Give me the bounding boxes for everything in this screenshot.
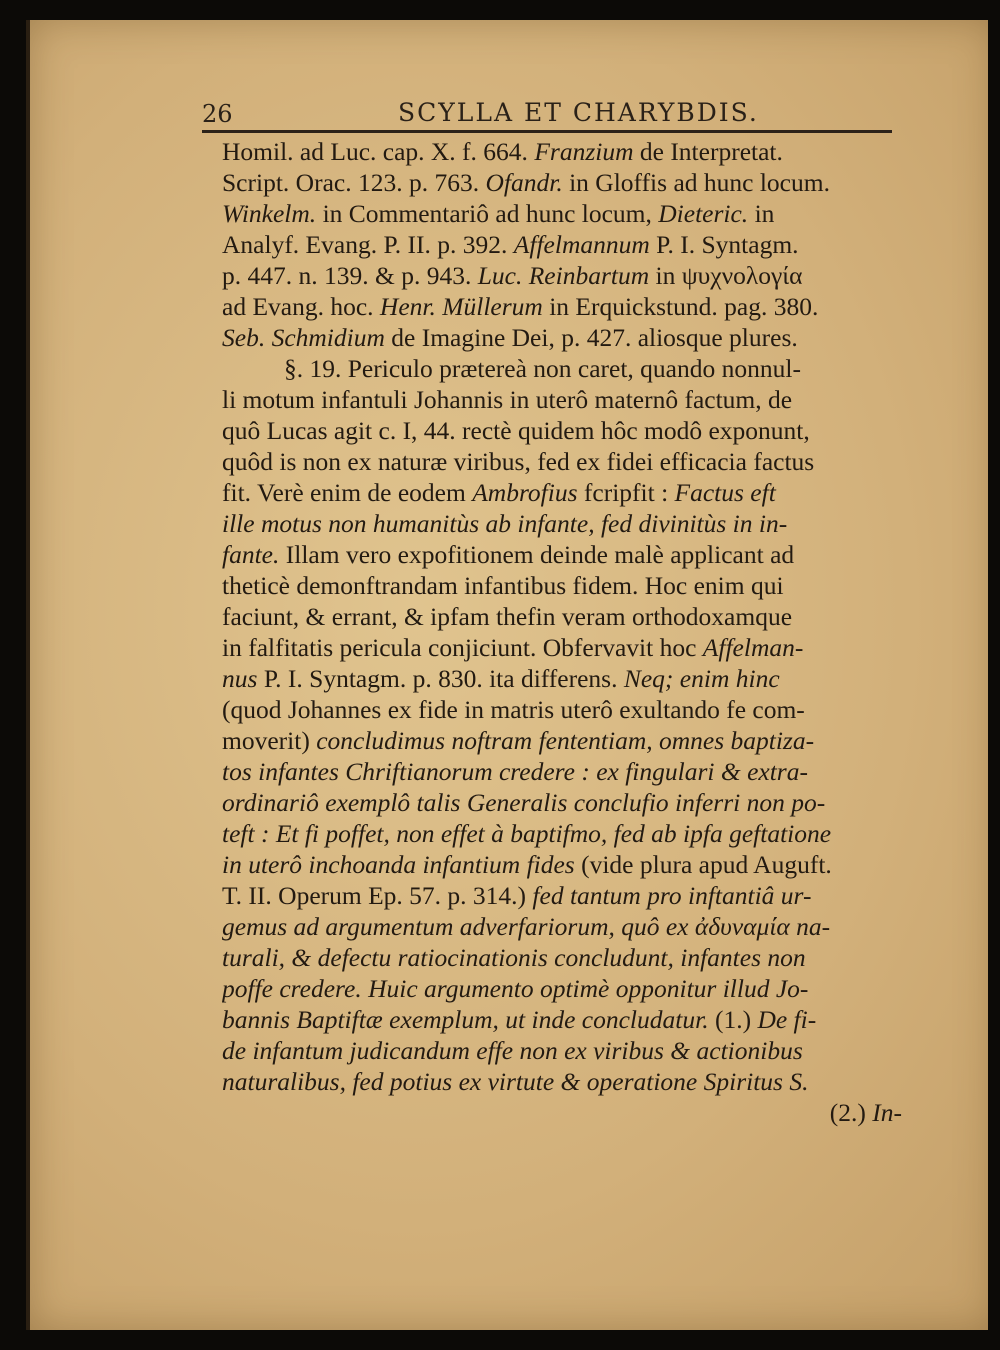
roman-text: ad Evang. hoc. (222, 292, 380, 321)
italic-text: Winkelm. (222, 199, 317, 228)
roman-text: (vide plura apud Auguft. (574, 850, 832, 879)
roman-text: Analyf. Evang. P. II. p. 392. (222, 230, 514, 259)
roman-text: §. 19. Periculo prætereà non caret, quando nonnul- (284, 354, 801, 383)
text-line (222, 508, 912, 539)
roman-text: in Gloffis ad hunc locum. (562, 168, 830, 197)
roman-text: in falfitatis pericula conjiciunt. Obfervavit hoc (222, 633, 703, 662)
body-text (222, 136, 912, 1128)
roman-text: T. II. Operum Ep. 57. p. 314.) (222, 881, 533, 910)
roman-text: P. I. Syntagm. (649, 230, 799, 259)
roman-text: p. 447. n. 139. & p. 943. (222, 261, 478, 290)
roman-text: Homil. ad Luc. cap. X. f. 664. (222, 137, 535, 166)
text-line (222, 942, 912, 973)
italic-text: Factus eft (674, 478, 776, 507)
roman-text: (2.) (829, 1098, 873, 1127)
italic-text: Affelmannum (513, 230, 650, 259)
roman-text: Illam vero expofitionem deinde malè applicant ad (279, 540, 795, 569)
roman-text: quôd is non ex naturæ viribus, fed ex fidei efficacia factus (222, 447, 815, 476)
text-line (222, 1097, 912, 1128)
page-number: 26 (202, 100, 233, 128)
roman-text: in (748, 199, 775, 228)
italic-text: de infantum judicandum effe non ex viribus & actionibus (222, 1036, 803, 1065)
roman-text: in Commentariô ad hunc locum, (316, 199, 659, 228)
italic-text: nus (222, 664, 258, 693)
italic-text: Franzium (534, 137, 634, 166)
italic-text: Affelman- (702, 633, 804, 662)
text-line (222, 477, 912, 508)
roman-text: li motum infantuli Johannis in uterô maternô factum, de (222, 385, 793, 414)
text-line (222, 167, 912, 198)
text-line (222, 663, 912, 694)
italic-text: ille motus non humanitùs ab infante, fed divinitùs in in- (222, 509, 788, 538)
text-line (222, 756, 912, 787)
italic-text: De fi- (757, 1005, 817, 1034)
text-line (222, 725, 912, 756)
roman-text: de Interpretat. (633, 137, 783, 166)
roman-text: P. I. Syntagm. p. 830. ita differens. (257, 664, 624, 693)
roman-text: in Erquickstund. pag. 380. (542, 292, 819, 321)
italic-text: bannis Baptiftæ exemplum, ut inde concludatur. (222, 1005, 709, 1034)
text-line (222, 384, 912, 415)
text-line (222, 787, 912, 818)
text-line (222, 570, 912, 601)
text-line (222, 973, 912, 1004)
text-line (222, 1035, 912, 1066)
italic-text: concludimus noftram fententiam, omnes baptiza- (316, 726, 815, 755)
italic-text: Luc. Reinbartum (477, 261, 650, 290)
text-line (222, 632, 912, 663)
page-edge-shadow (988, 20, 996, 1330)
italic-text: ordinariô exemplô talis Generalis conclufio inferri non po- (222, 788, 826, 817)
text-line (222, 229, 912, 260)
text-line (222, 260, 912, 291)
italic-text: gemus ad argumentum adverfariorum, quô ex ἀδυναμία na- (222, 912, 831, 941)
italic-text: In- (872, 1098, 902, 1127)
roman-text: moverit) (222, 726, 317, 755)
italic-text: Seb. Schmidium (222, 323, 385, 352)
italic-text: fed tantum pro inftantiâ ur- (532, 881, 812, 910)
italic-text: in uterô inchoanda infantium fides (222, 850, 575, 879)
roman-text: Script. Orac. 123. p. 763. (222, 168, 486, 197)
text-line (222, 911, 912, 942)
text-line (222, 353, 912, 384)
header-rule (202, 130, 892, 133)
italic-text: Henr. Müllerum (379, 292, 543, 321)
roman-text: (quod Johannes ex fide in matris uterô exultando fe com- (222, 695, 805, 724)
text-line (222, 291, 912, 322)
text-line (222, 880, 912, 911)
italic-text: Ofandr. (485, 168, 563, 197)
italic-text: fante. (222, 540, 280, 569)
text-line (222, 601, 912, 632)
text-line (222, 818, 912, 849)
page-header (202, 90, 902, 132)
roman-text: in ψυχνολογία (649, 261, 803, 290)
text-line (222, 136, 912, 167)
text-line (222, 446, 912, 477)
italic-text: teft : Et fi poffet, non effet à baptifmo, fed ab ipfa geftatione (222, 819, 832, 848)
text-line (222, 322, 912, 353)
running-head: SCYLLA ET CHARYBDIS. (398, 98, 759, 127)
roman-text: fit. Verè enim de eodem (222, 478, 473, 507)
italic-text: poffe credere. Huic argumento optimè opponitur illud Jo- (222, 974, 809, 1003)
text-line (222, 1004, 912, 1035)
text-line (222, 694, 912, 725)
italic-text: turali, & defectu ratiocinationis concludunt, infantes non (222, 943, 806, 972)
roman-text: fcripfit : (577, 478, 675, 507)
italic-text: Dieteric. (658, 199, 749, 228)
text-line (222, 415, 912, 446)
text-line (222, 1066, 912, 1097)
italic-text: Ambrofius (472, 478, 578, 507)
italic-text: naturalibus, fed potius ex virtute & operatione Spiritus S. (222, 1067, 809, 1096)
italic-text: tos infantes Chriftianorum credere : ex fingulari & extra- (222, 757, 808, 786)
roman-text: de Imagine Dei, p. 427. aliosque plures. (384, 323, 798, 352)
italic-text: Neq; enim hinc (623, 664, 780, 693)
roman-text: quô Lucas agit c. I, 44. rectè quidem hôc modô exponunt, (222, 416, 810, 445)
roman-text: (1.) (708, 1005, 758, 1034)
text-line (222, 539, 912, 570)
roman-text: faciunt, & errant, & ipfam thefin veram orthodoxamque (222, 602, 793, 631)
text-line (222, 198, 912, 229)
roman-text: theticè demonftrandam infantibus fidem. Hoc enim qui (222, 571, 784, 600)
text-line (222, 849, 912, 880)
